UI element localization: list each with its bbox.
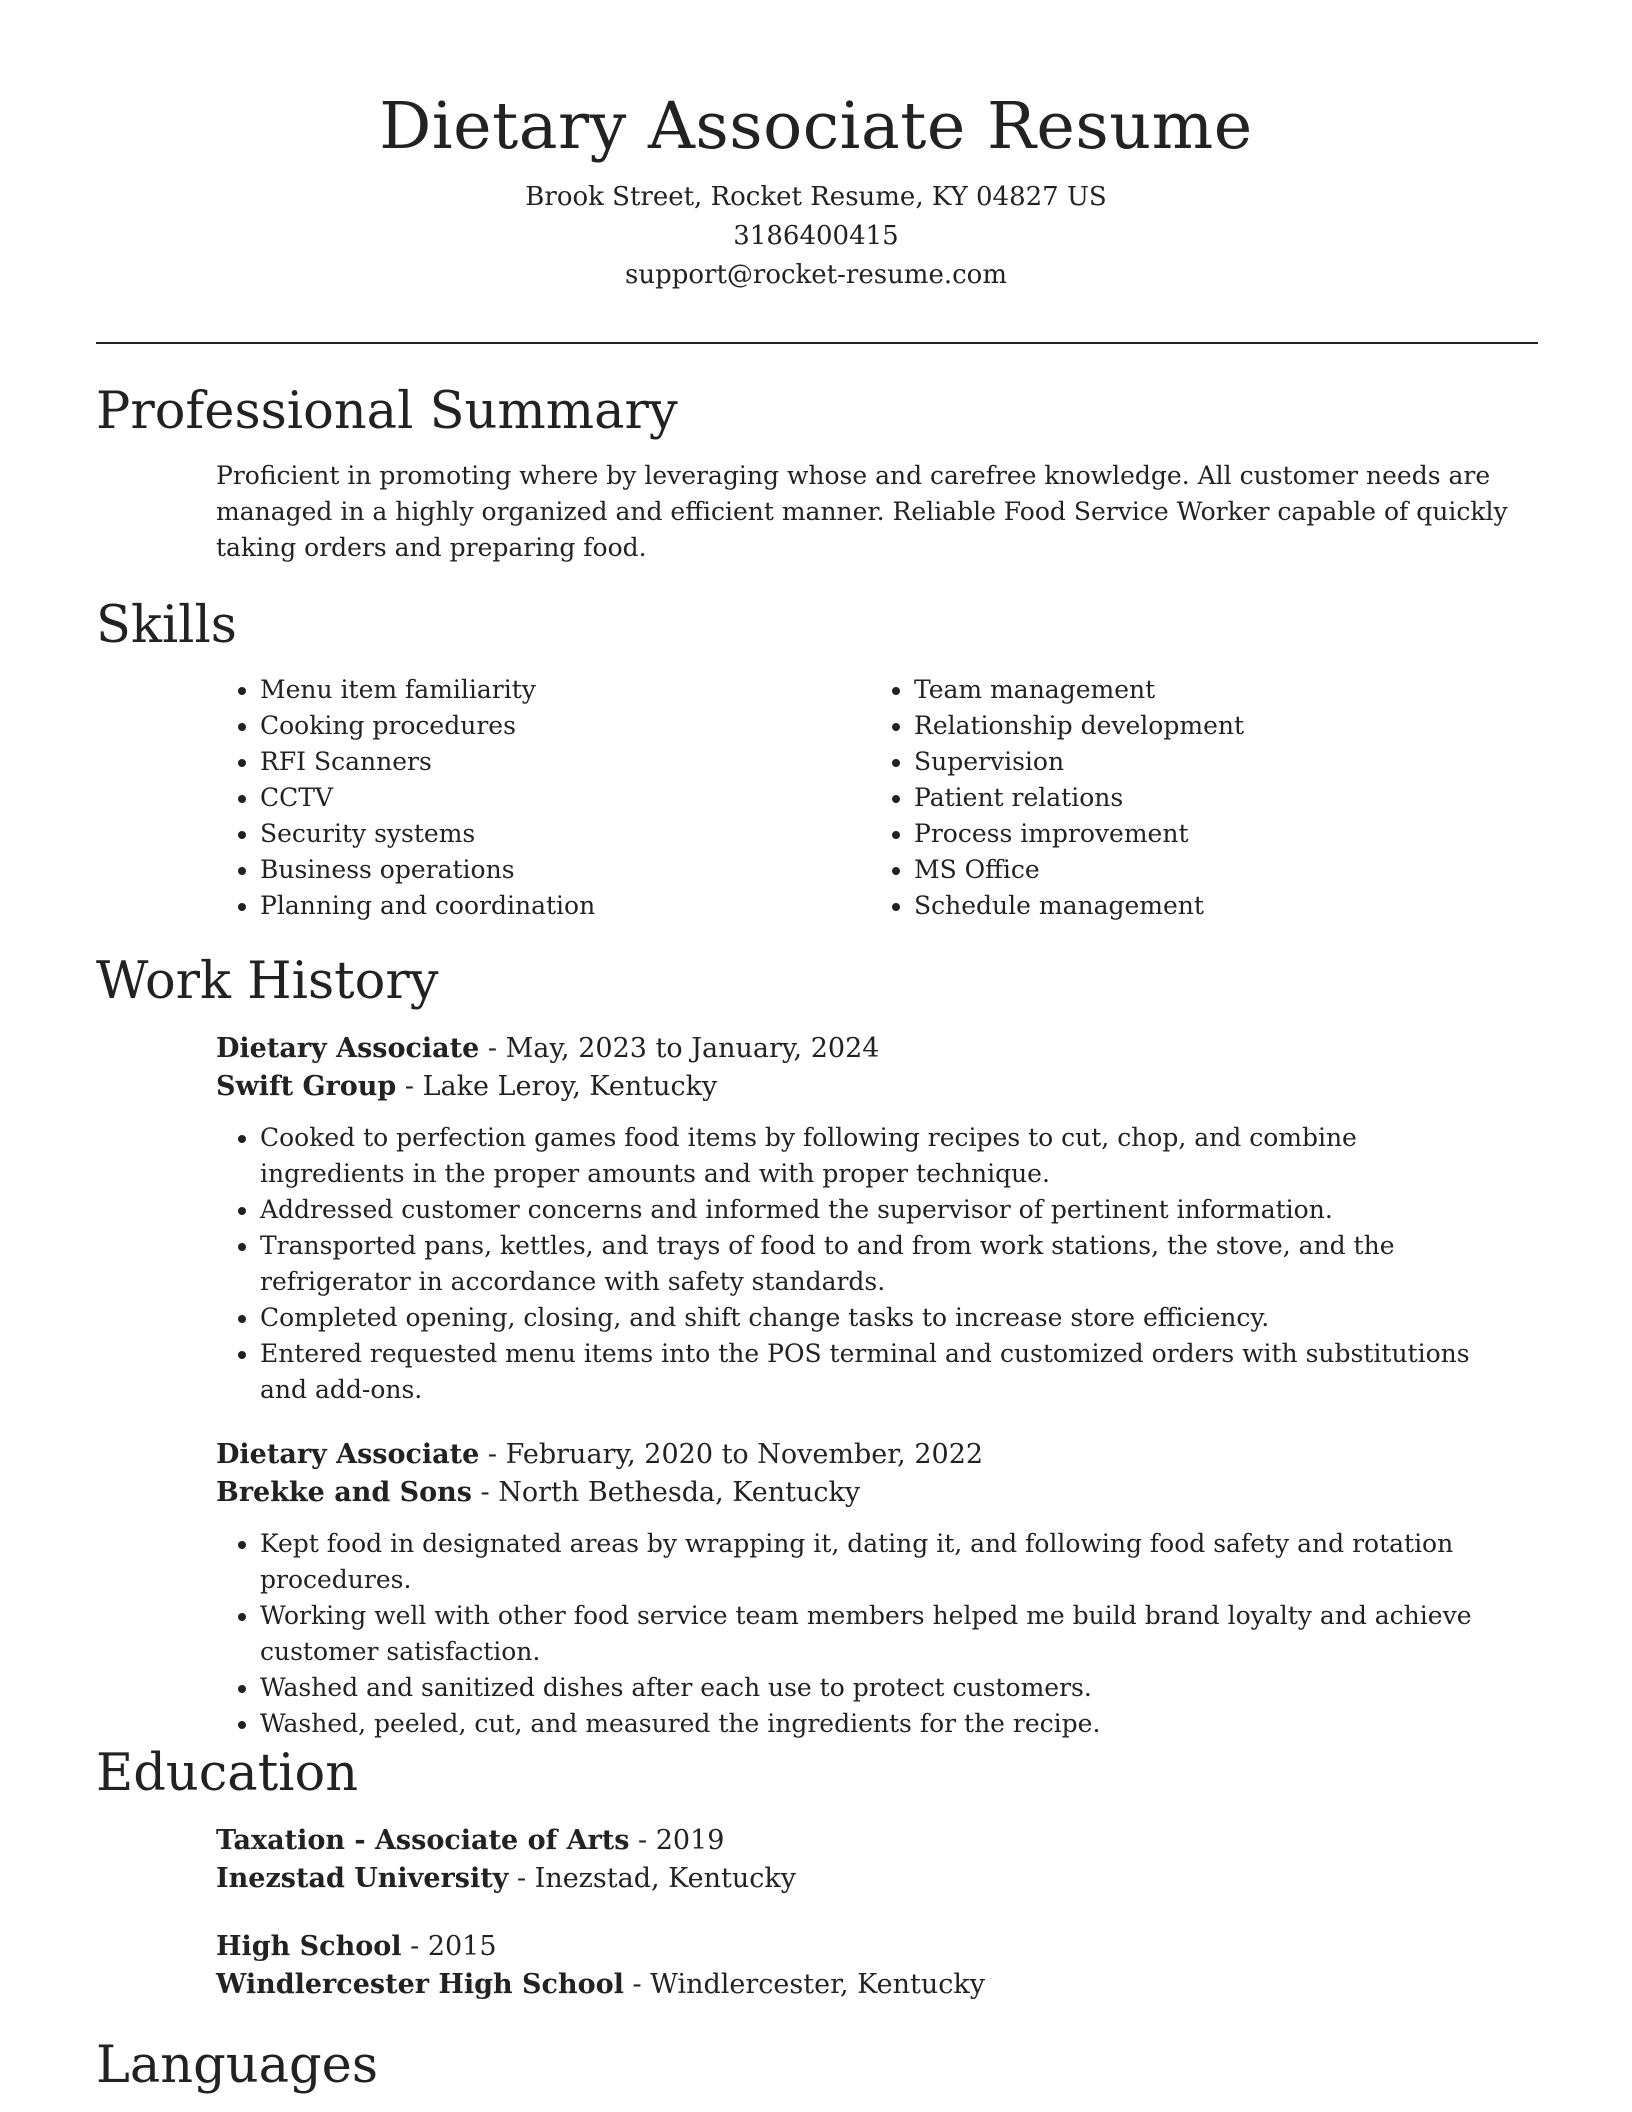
job-bullet: • Washed and sanitized dishes after each use to protect customers. <box>260 1670 1492 1706</box>
resume-header <box>0 82 1632 295</box>
work-history-entries <box>96 1030 1538 1742</box>
skill-item: • Team management <box>914 672 1524 708</box>
job-entry <box>216 1030 1538 1408</box>
job-title: Dietary Associate <box>216 1439 480 1470</box>
job-bullets <box>216 1120 1492 1408</box>
skill-item: • Cooking procedures <box>260 708 870 744</box>
work-history-section <box>96 950 1538 1742</box>
phone-text: 3186400415 <box>733 221 899 251</box>
skills-heading: Skills <box>96 596 237 655</box>
job-company-line <box>216 1068 1538 1106</box>
summary-text: Proficient in promoting where by leveraging whose and carefree knowledge. All customer needs are managed in a highly organized and efficient manner. Reliable Food Service Worker capable of quickly taking orders and preparing food. <box>216 461 1508 562</box>
degree-line <box>216 1928 1538 1966</box>
skill-item: • Supervision <box>914 744 1524 780</box>
school-location: - Inezstad, Kentucky <box>508 1863 796 1894</box>
degree-line <box>216 1822 1538 1860</box>
skill-item: • Schedule management <box>914 888 1524 924</box>
education-entry <box>216 1822 1538 1898</box>
job-title-line <box>216 1030 1538 1068</box>
job-bullet: • Cooked to perfection games food items by following recipes to cut, chop, and combine ingredients in the proper amounts and with proper technique. <box>260 1120 1492 1192</box>
skill-item: • Relationship development <box>914 708 1524 744</box>
address-text: Brook Street, Rocket Resume, KY 04827 US <box>525 182 1107 212</box>
skill-item: • Process improvement <box>914 816 1524 852</box>
job-bullet: • Addressed customer concerns and informed the supervisor of pertinent information. <box>260 1192 1492 1228</box>
job-dates: - February, 2020 to November, 2022 <box>479 1439 984 1470</box>
job-bullet: • Transported pans, kettles, and trays of food to and from work stations, the stove, and the refrigerator in accordance with safety standards. <box>260 1228 1492 1300</box>
school-line <box>216 1860 1538 1898</box>
job-bullet: • Entered requested menu items into the POS terminal and customized orders with substitutions and add-ons. <box>260 1336 1492 1408</box>
skill-item: • Security systems <box>260 816 870 852</box>
school-name: Inezstad University <box>216 1863 509 1894</box>
skill-item: • Planning and coordination <box>260 888 870 924</box>
job-title: Dietary Associate <box>216 1033 480 1064</box>
skill-item: • Patient relations <box>914 780 1524 816</box>
email-text: support@rocket-resume.com <box>624 260 1007 290</box>
skill-item: • MS Office <box>914 852 1524 888</box>
job-title-line <box>216 1436 1538 1474</box>
languages-heading: Languages <box>96 2036 379 2095</box>
job-bullets <box>216 1526 1492 1742</box>
job-bullet: • Washed, peeled, cut, and measured the ingredients for the recipe. <box>260 1706 1492 1742</box>
resume-title: Dietary Associate Resume <box>379 89 1253 164</box>
skill-item: • RFI Scanners <box>260 744 870 780</box>
skills-list-right <box>870 672 1524 924</box>
skill-item: • CCTV <box>260 780 870 816</box>
job-bullet: • Kept food in designated areas by wrapping it, dating it, and following food safety and rotation procedures. <box>260 1526 1492 1598</box>
job-company: Brekke and Sons <box>216 1477 472 1508</box>
school-line <box>216 1966 1538 2004</box>
education-entries <box>96 1822 1538 2004</box>
skills-columns <box>216 672 1538 924</box>
graduation-year: - 2015 <box>401 1931 497 1962</box>
skills-list-left <box>216 672 870 924</box>
languages-section <box>96 2034 1538 2098</box>
summary-section <box>96 380 1538 566</box>
education-heading: Education <box>96 1744 359 1803</box>
skill-item: • Business operations <box>260 852 870 888</box>
job-bullet: • Completed opening, closing, and shift change tasks to increase store efficiency. <box>260 1300 1492 1336</box>
job-location: - Lake Leroy, Kentucky <box>396 1071 718 1102</box>
work-history-heading: Work History <box>96 952 439 1011</box>
job-dates: - May, 2023 to January, 2024 <box>479 1033 880 1064</box>
summary-heading: Professional Summary <box>96 382 678 441</box>
job-location: - North Bethesda, Kentucky <box>471 1477 861 1508</box>
degree: High School <box>216 1931 402 1962</box>
degree: Taxation - Associate of Arts <box>216 1825 630 1856</box>
school-name: Windlercester High School <box>216 1969 624 2000</box>
header-divider <box>96 342 1538 344</box>
job-bullet: • Working well with other food service team members helped me build brand loyalty and achieve customer satisfaction. <box>260 1598 1492 1670</box>
school-location: - Windlercester, Kentucky <box>623 1969 985 2000</box>
graduation-year: - 2019 <box>629 1825 725 1856</box>
skill-item: • Menu item familiarity <box>260 672 870 708</box>
job-company-line <box>216 1474 1538 1512</box>
contact-info <box>0 178 1632 295</box>
job-company: Swift Group <box>216 1071 397 1102</box>
education-section <box>96 1742 1538 2004</box>
job-entry <box>216 1436 1538 1742</box>
education-entry <box>216 1928 1538 2004</box>
skills-section <box>96 594 1538 924</box>
